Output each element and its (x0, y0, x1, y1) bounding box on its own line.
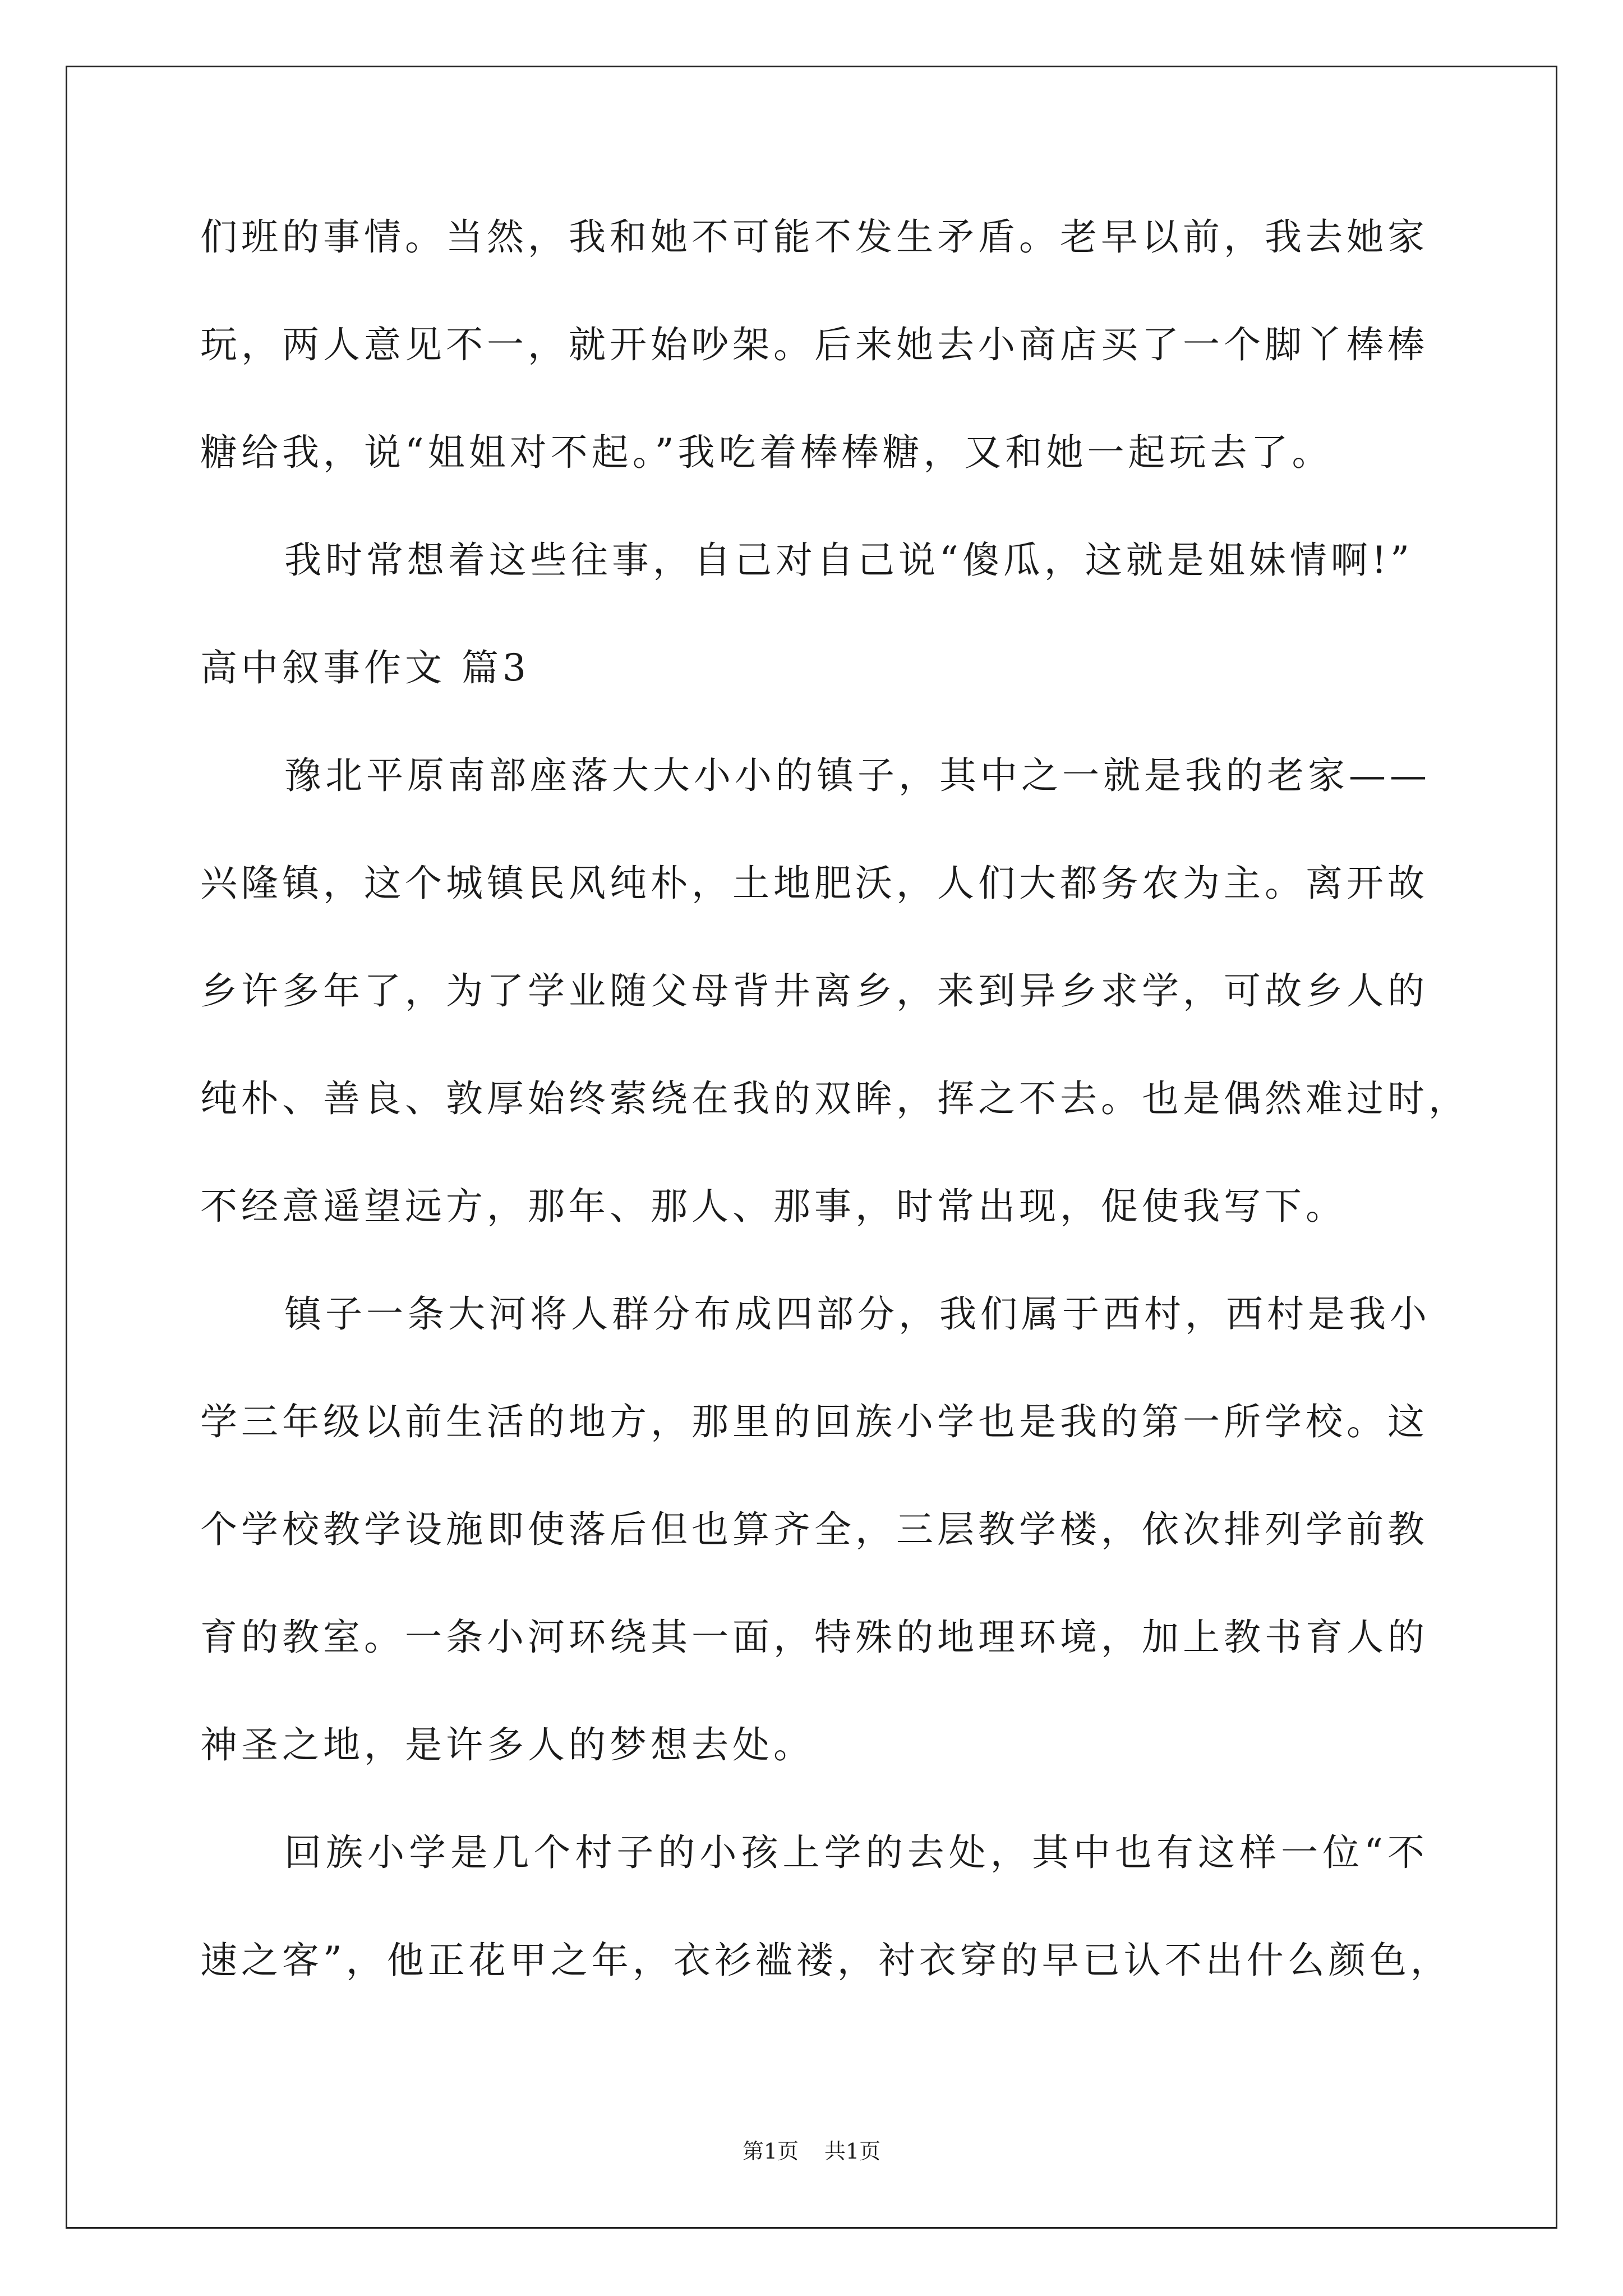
text-line (200, 969, 1428, 1080)
page-footer (0, 2140, 1623, 2162)
line-text: 兴隆镇，这个城镇民风纯朴，土地肥沃，人们大都务农为主。离开故 (200, 862, 1428, 905)
paragraph-start-line (200, 754, 1431, 865)
heading-text: 高中叙事作文 篇3 (200, 646, 530, 689)
line-text: 玩，两人意见不一，就开始吵架。后来她去小商店买了一个脚丫棒棒 (200, 323, 1428, 366)
line-text: 纯朴、善良、敦厚始终萦绕在我的双眸，挥之不去。也是偶然难过时， (200, 1077, 1469, 1120)
text-line (200, 1723, 1428, 1834)
paragraph-start-line (200, 1292, 1431, 1404)
page-total: 共1页 (824, 2139, 881, 2164)
text-line (200, 1077, 1469, 1188)
line-text: 速之客”，他正花甲之年，衣衫褴褛，衬衣穿的早已认不出什么颜色， (200, 1939, 1451, 1982)
line-text: 不经意遥望远方，那年、那人、那事，时常出现，促使我写下。 (200, 1185, 1347, 1228)
text-line (200, 1616, 1428, 1727)
text-line (200, 215, 1428, 326)
line-text: 回族小学是几个村子的小孩上学的去处，其中也有这样一位“不 (284, 1831, 1428, 1874)
text-line (200, 1400, 1428, 1511)
line-text: 乡许多年了，为了学业随父母背井离乡，来到异乡求学，可故乡人的 (200, 969, 1428, 1013)
text-line (200, 323, 1428, 434)
document-body (200, 215, 1469, 2050)
text-line (200, 1185, 1428, 1296)
line-text: 豫北平原南部座落大大小小的镇子，其中之一就是我的老家—— (284, 754, 1431, 797)
text-line (200, 1508, 1428, 1619)
line-text: 我时常想着这些往事，自己对自己说“傻瓜，这就是姐妹情啊!” (284, 539, 1414, 582)
text-line (200, 431, 1428, 542)
line-text: 镇子一条大河将人群分布成四部分，我们属于西村，西村是我小 (284, 1292, 1431, 1336)
line-text: 糖给我，说“姐姐对不起。”我吃着棒棒糖，又和她一起玩去了。 (200, 431, 1333, 474)
line-text: 们班的事情。当然，我和她不可能不发生矛盾。老早以前，我去她家 (200, 215, 1428, 259)
page-number: 第1页 (742, 2139, 799, 2164)
line-text: 育的教室。一条小河环绕其一面，特殊的地理环境，加上教书育人的 (200, 1616, 1428, 1659)
paragraph-start-line (200, 1831, 1428, 1942)
paragraph-start-line (200, 539, 1428, 650)
line-text: 个学校教学设施即使落后但也算齐全，三层教学楼，依次排列学前教 (200, 1508, 1428, 1551)
text-line (200, 862, 1428, 973)
line-text: 学三年级以前生活的地方，那里的回族小学也是我的第一所学校。这 (200, 1400, 1428, 1443)
text-line (200, 1939, 1451, 2050)
section-heading (200, 646, 1428, 757)
line-text: 神圣之地，是许多人的梦想去处。 (200, 1723, 814, 1766)
